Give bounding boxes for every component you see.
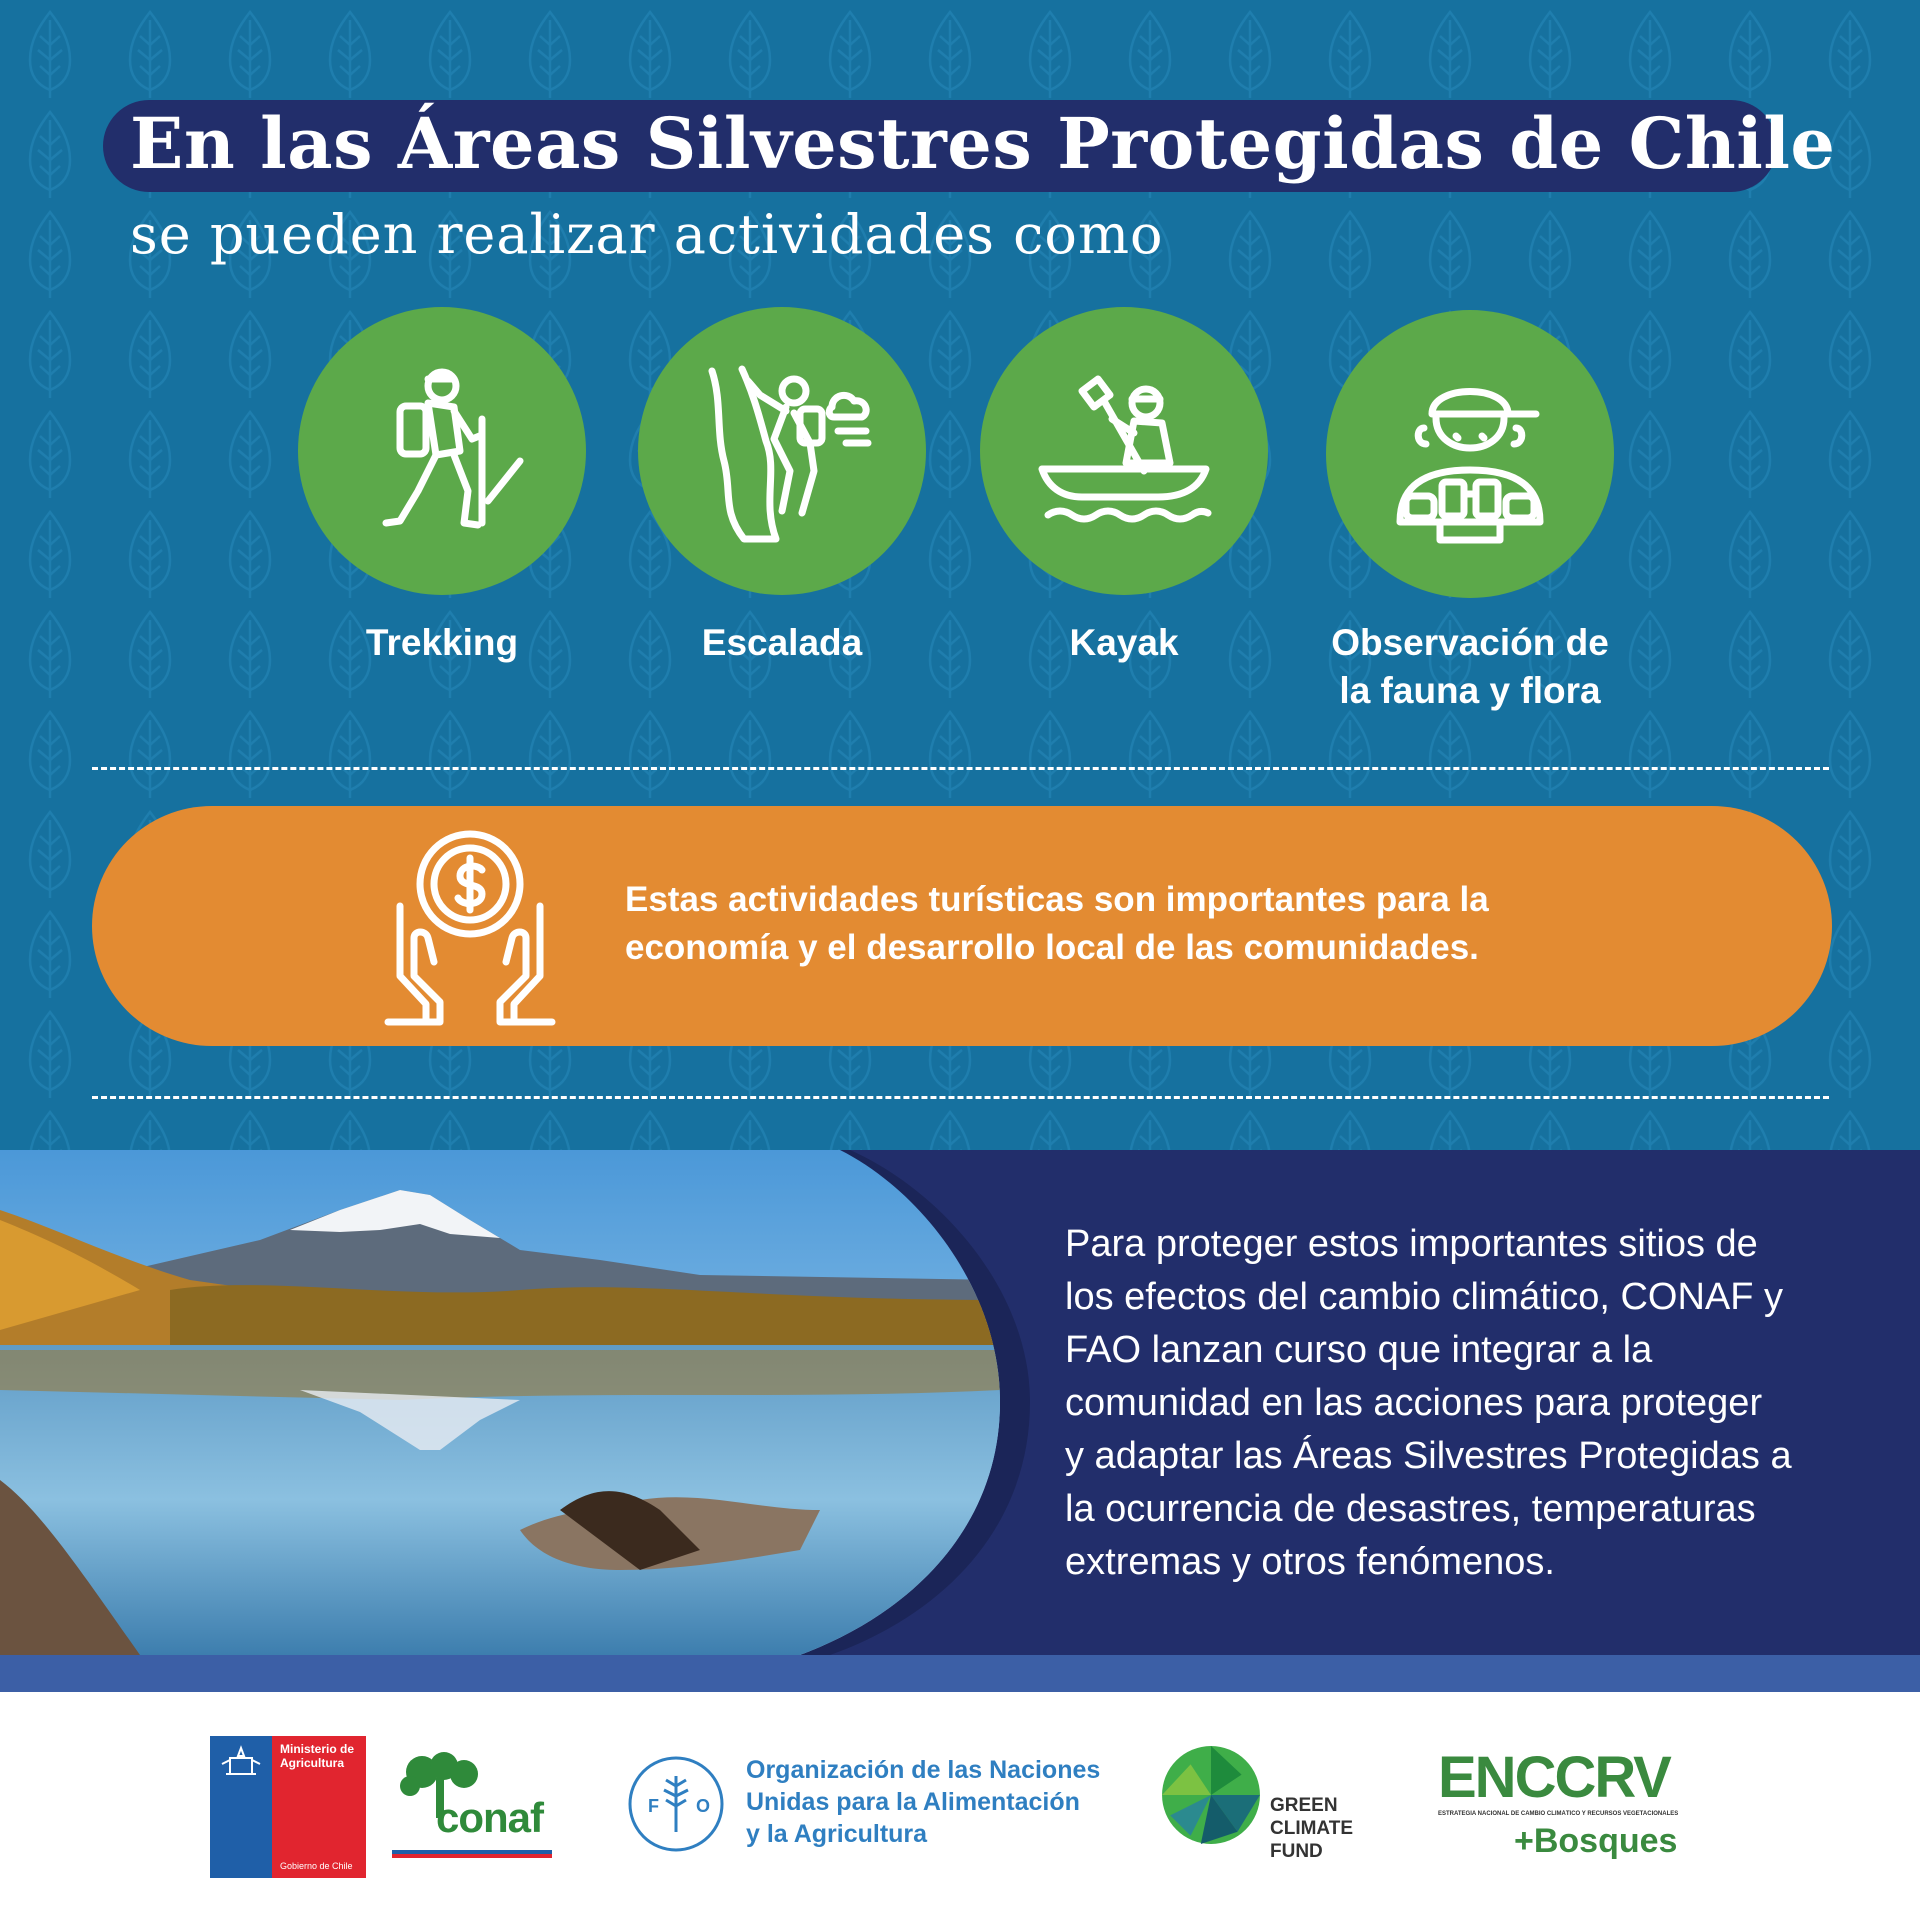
activity-kayak-label: Kayak <box>1069 622 1179 663</box>
climber-icon <box>682 351 882 551</box>
activity-observacion-circle <box>1326 310 1614 598</box>
fao-letter-o: O <box>696 1796 711 1816</box>
divider-dashed-bottom <box>92 1096 1829 1099</box>
conaf-logo <box>392 1752 556 1862</box>
activity-kayak-circle <box>980 307 1268 595</box>
activity-observacion-label-line1: Observación de <box>1331 622 1609 663</box>
fao-text-line3: y la Agricultura <box>746 1820 928 1848</box>
ministerio-agricultura-logo <box>210 1736 366 1878</box>
observer-icon <box>1370 354 1570 554</box>
paragraph-line-6: la ocurrencia de desastres, temperaturas <box>1065 1488 1756 1530</box>
gobierno-text: Gobierno de Chile <box>280 1861 353 1871</box>
divider-dashed-top <box>92 767 1829 770</box>
paragraph-line-4: comunidad en las acciones para proteger <box>1065 1382 1763 1424</box>
activity-escalada-label: Escalada <box>701 622 863 663</box>
fao-text-line2: Unidas para la Alimentación <box>746 1788 1080 1816</box>
gcf-text-line3: FUND <box>1270 1841 1323 1862</box>
conaf-wordmark: conaf <box>436 1794 544 1841</box>
accent-stripe <box>0 1655 1920 1692</box>
fao-emblem-icon <box>626 1754 726 1854</box>
enccrv-wordmark: ENCCRV <box>1438 1745 1670 1810</box>
activity-trekking-label: Trekking <box>365 622 519 663</box>
page-subtitle: se pueden realizar actividades como <box>130 203 1164 266</box>
activity-trekking-circle <box>298 307 586 595</box>
paragraph-line-5: y adaptar las Áreas Silvestres Protegidas a <box>1065 1435 1792 1477</box>
kayak-icon <box>1024 351 1224 551</box>
paragraph-line-1: Para proteger estos importantes sitios de <box>1065 1223 1758 1265</box>
economy-text-line2: economía y el desarrollo local de las comunidades. <box>625 928 1479 967</box>
bosques-wordmark: +Bosques <box>1514 1822 1678 1860</box>
gcf-text-line1: GREEN <box>1270 1795 1338 1816</box>
fao-text-line1: Organización de las Naciones <box>746 1756 1101 1784</box>
partner-logos-footer <box>0 1692 1920 1920</box>
gcf-globe-icon <box>1160 1744 1262 1846</box>
fao-logo <box>626 1754 1101 1860</box>
fao-letter-f: F <box>648 1796 659 1816</box>
economy-text-line1: Estas actividades turísticas son importantes para la <box>625 880 1489 919</box>
hands-coin-icon <box>370 826 570 1026</box>
green-climate-fund-logo <box>1160 1744 1370 1868</box>
climate-section <box>0 1150 1920 1655</box>
ministerio-text-line1: Ministerio de <box>280 1742 355 1756</box>
page-title: En las Áreas Silvestres Protegidas de Chile <box>130 102 1836 185</box>
paragraph-line-7: extremas y otros fenómenos. <box>1065 1541 1555 1583</box>
activity-observacion-label-line2: la fauna y flora <box>1339 670 1601 711</box>
activity-escalada-circle <box>638 307 926 595</box>
paragraph-line-2: los efectos del cambio climático, CONAF y <box>1065 1276 1784 1318</box>
enccrv-logo <box>1438 1745 1718 1864</box>
chile-coat-of-arms-icon <box>216 1744 266 1784</box>
gcf-text-line2: CLIMATE <box>1270 1818 1354 1839</box>
enccrv-subtitle: ESTRATEGIA NACIONAL DE CAMBIO CLIMÁTICO Y RECURSOS VEGETACIONALES <box>1438 1811 1679 1817</box>
hiker-icon <box>342 351 542 551</box>
ministerio-text-line2: Agricultura <box>280 1756 345 1770</box>
paragraph-line-3: FAO lanzan curso que integrar a la <box>1065 1329 1653 1371</box>
